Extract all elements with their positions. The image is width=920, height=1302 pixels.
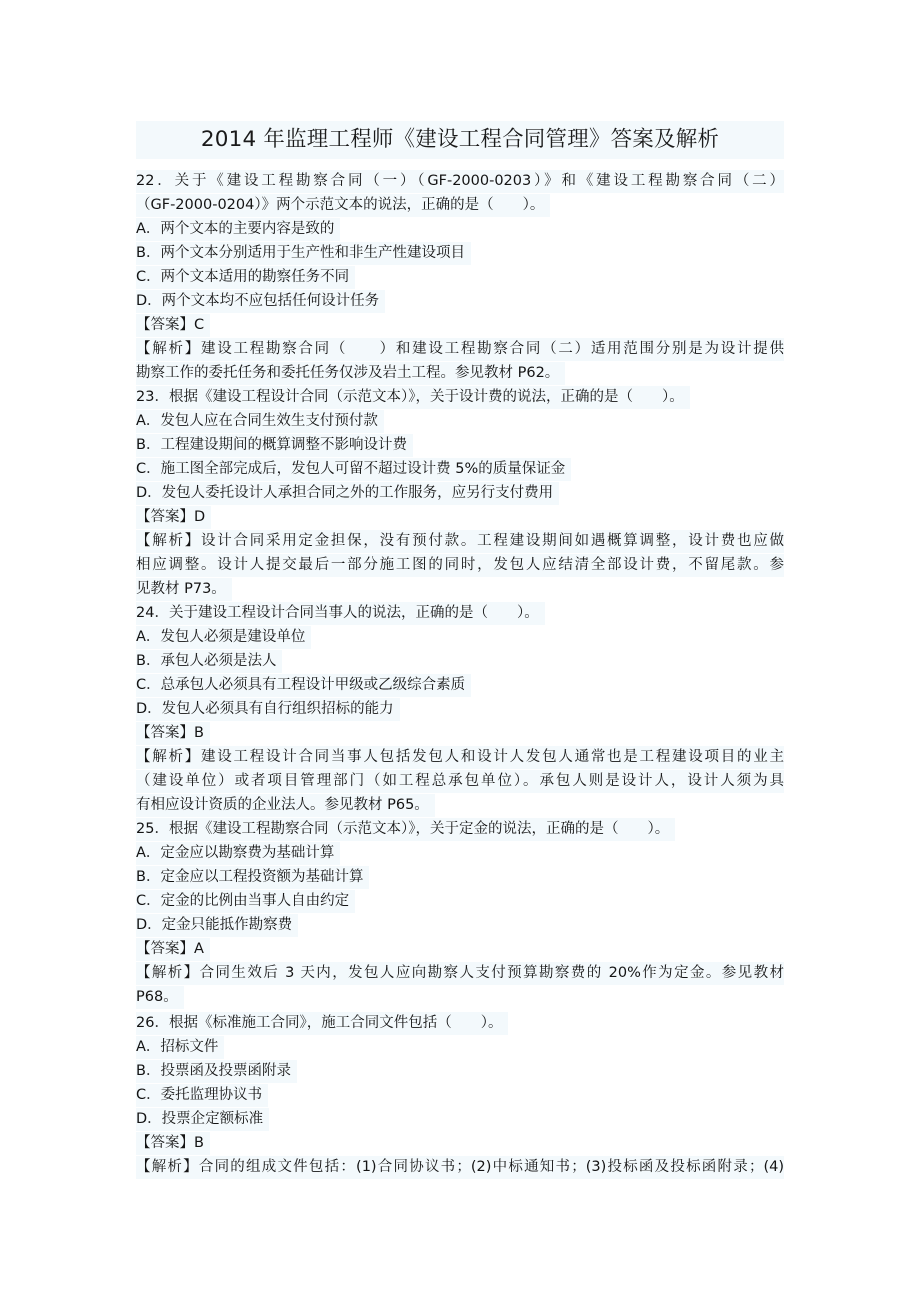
q23-analysis-line-2: 相应调整。设计人提交最后一部分施工图的同时，发包人应结清全部设计费，不留尾款。参 (136, 554, 784, 577)
q26-option-c: C．委托监理协议书 (136, 1084, 268, 1107)
q25-option-d: D．定金只能抵作勘察费 (136, 914, 298, 937)
q24-option-d: D．发包人必须具有自行组织招标的能力 (136, 698, 400, 721)
q25-option-a: A．定金应以勘察费为基础计算 (136, 842, 340, 865)
q22-option-d: D．两个文本均不应包括任何设计任务 (136, 290, 385, 313)
q25-option-b: B．定金应以工程投资额为基础计算 (136, 866, 369, 889)
q26-option-b: B．投票函及投票函附录 (136, 1060, 297, 1083)
q22-answer: 【答案】C (136, 314, 210, 337)
document-title: 2014 年监理工程师《建设工程合同管理》答案及解析 (136, 121, 784, 159)
q23-option-d: D．发包人委托设计人承担合同之外的工作服务，应另行支付费用 (136, 482, 559, 505)
q26-answer: 【答案】B (136, 1132, 210, 1155)
q24-stem: 24．关于建设工程设计合同当事人的说法，正确的是（ ）。 (136, 602, 545, 625)
q23-analysis-line-3: 见教材 P73。 (136, 578, 232, 601)
q26-option-a: A．招标文件 (136, 1036, 224, 1059)
q25-option-c: C．定金的比例由当事人自由约定 (136, 890, 355, 913)
q25-answer: 【答案】A (136, 938, 210, 961)
q25-analysis-line-1: 【解析】合同生效后 3 天内，发包人应向勘察人支付预算勘察费的 20%作为定金。参见教材 (136, 962, 784, 985)
q22-analysis-line-2: 勘察工作的委托任务和委托任务仅涉及岩土工程。参见教材 P62。 (136, 362, 565, 385)
q26-analysis-line-1: 【解析】合同的组成文件包括：(1)合同协议书；(2)中标通知书；(3)投标函及投标函附录；(4) (136, 1156, 784, 1179)
q25-stem: 25．根据《建设工程勘察合同（示范文本）》，关于定金的说法，正确的是（ ）。 (136, 818, 675, 841)
q23-analysis-line-1: 【解析】设计合同采用定金担保，没有预付款。工程建设期间如遇概算调整，设计费也应做 (136, 530, 784, 553)
q22-stem-line-1: 22．关于《建设工程勘察合同（一）（GF-2000-0203）》和《建设工程勘察合同（二） (136, 170, 784, 193)
q23-answer: 【答案】D (136, 506, 211, 529)
q22-stem-line-2: （GF-2000-0204）》两个示范文本的说法，正确的是（ ）。 (136, 194, 550, 217)
q22-option-a: A．两个文本的主要内容是致的 (136, 218, 340, 241)
q22-option-b: B．两个文本分别适用于生产性和非生产性建设项目 (136, 242, 471, 265)
q22-analysis-line-1: 【解析】建设工程勘察合同（ ）和建设工程勘察合同（二）适用范围分别是为设计提供 (136, 338, 784, 361)
q23-option-c: C．施工图全部完成后，发包人可留不超过设计费 5%的质量保证金 (136, 458, 571, 481)
q23-option-b: B．工程建设期间的概算调整不影响设计费 (136, 434, 413, 457)
q24-option-c: C．总承包人必须具有工程设计甲级或乙级综合素质 (136, 674, 471, 697)
q24-option-b: B．承包人必须是法人 (136, 650, 282, 673)
q24-option-a: A．发包人必须是建设单位 (136, 626, 311, 649)
q24-analysis-line-3: 有相应设计资质的企业法人。参见教材 P65。 (136, 794, 435, 817)
q24-answer: 【答案】B (136, 722, 210, 745)
q22-option-c: C．两个文本适用的勘察任务不同 (136, 266, 355, 289)
q26-stem: 26．根据《标准施工合同》，施工合同文件包括（ ）。 (136, 1012, 508, 1035)
q24-analysis-line-1: 【解析】建设工程设计合同当事人包括发包人和设计人发包人通常也是工程建设项目的业主 (136, 746, 784, 769)
q26-option-d: D．投票企定额标准 (136, 1108, 269, 1131)
q24-analysis-line-2: （建设单位）或者项目管理部门（如工程总承包单位）。承包人则是设计人，设计人须为具 (136, 770, 784, 793)
q23-stem: 23．根据《建设工程设计合同（示范文本）》，关于设计费的说法，正确的是（ ）。 (136, 386, 690, 409)
q23-option-a: A．发包人应在合同生效生支付预付款 (136, 410, 384, 433)
q25-analysis-line-2: P68。 (136, 986, 184, 1009)
